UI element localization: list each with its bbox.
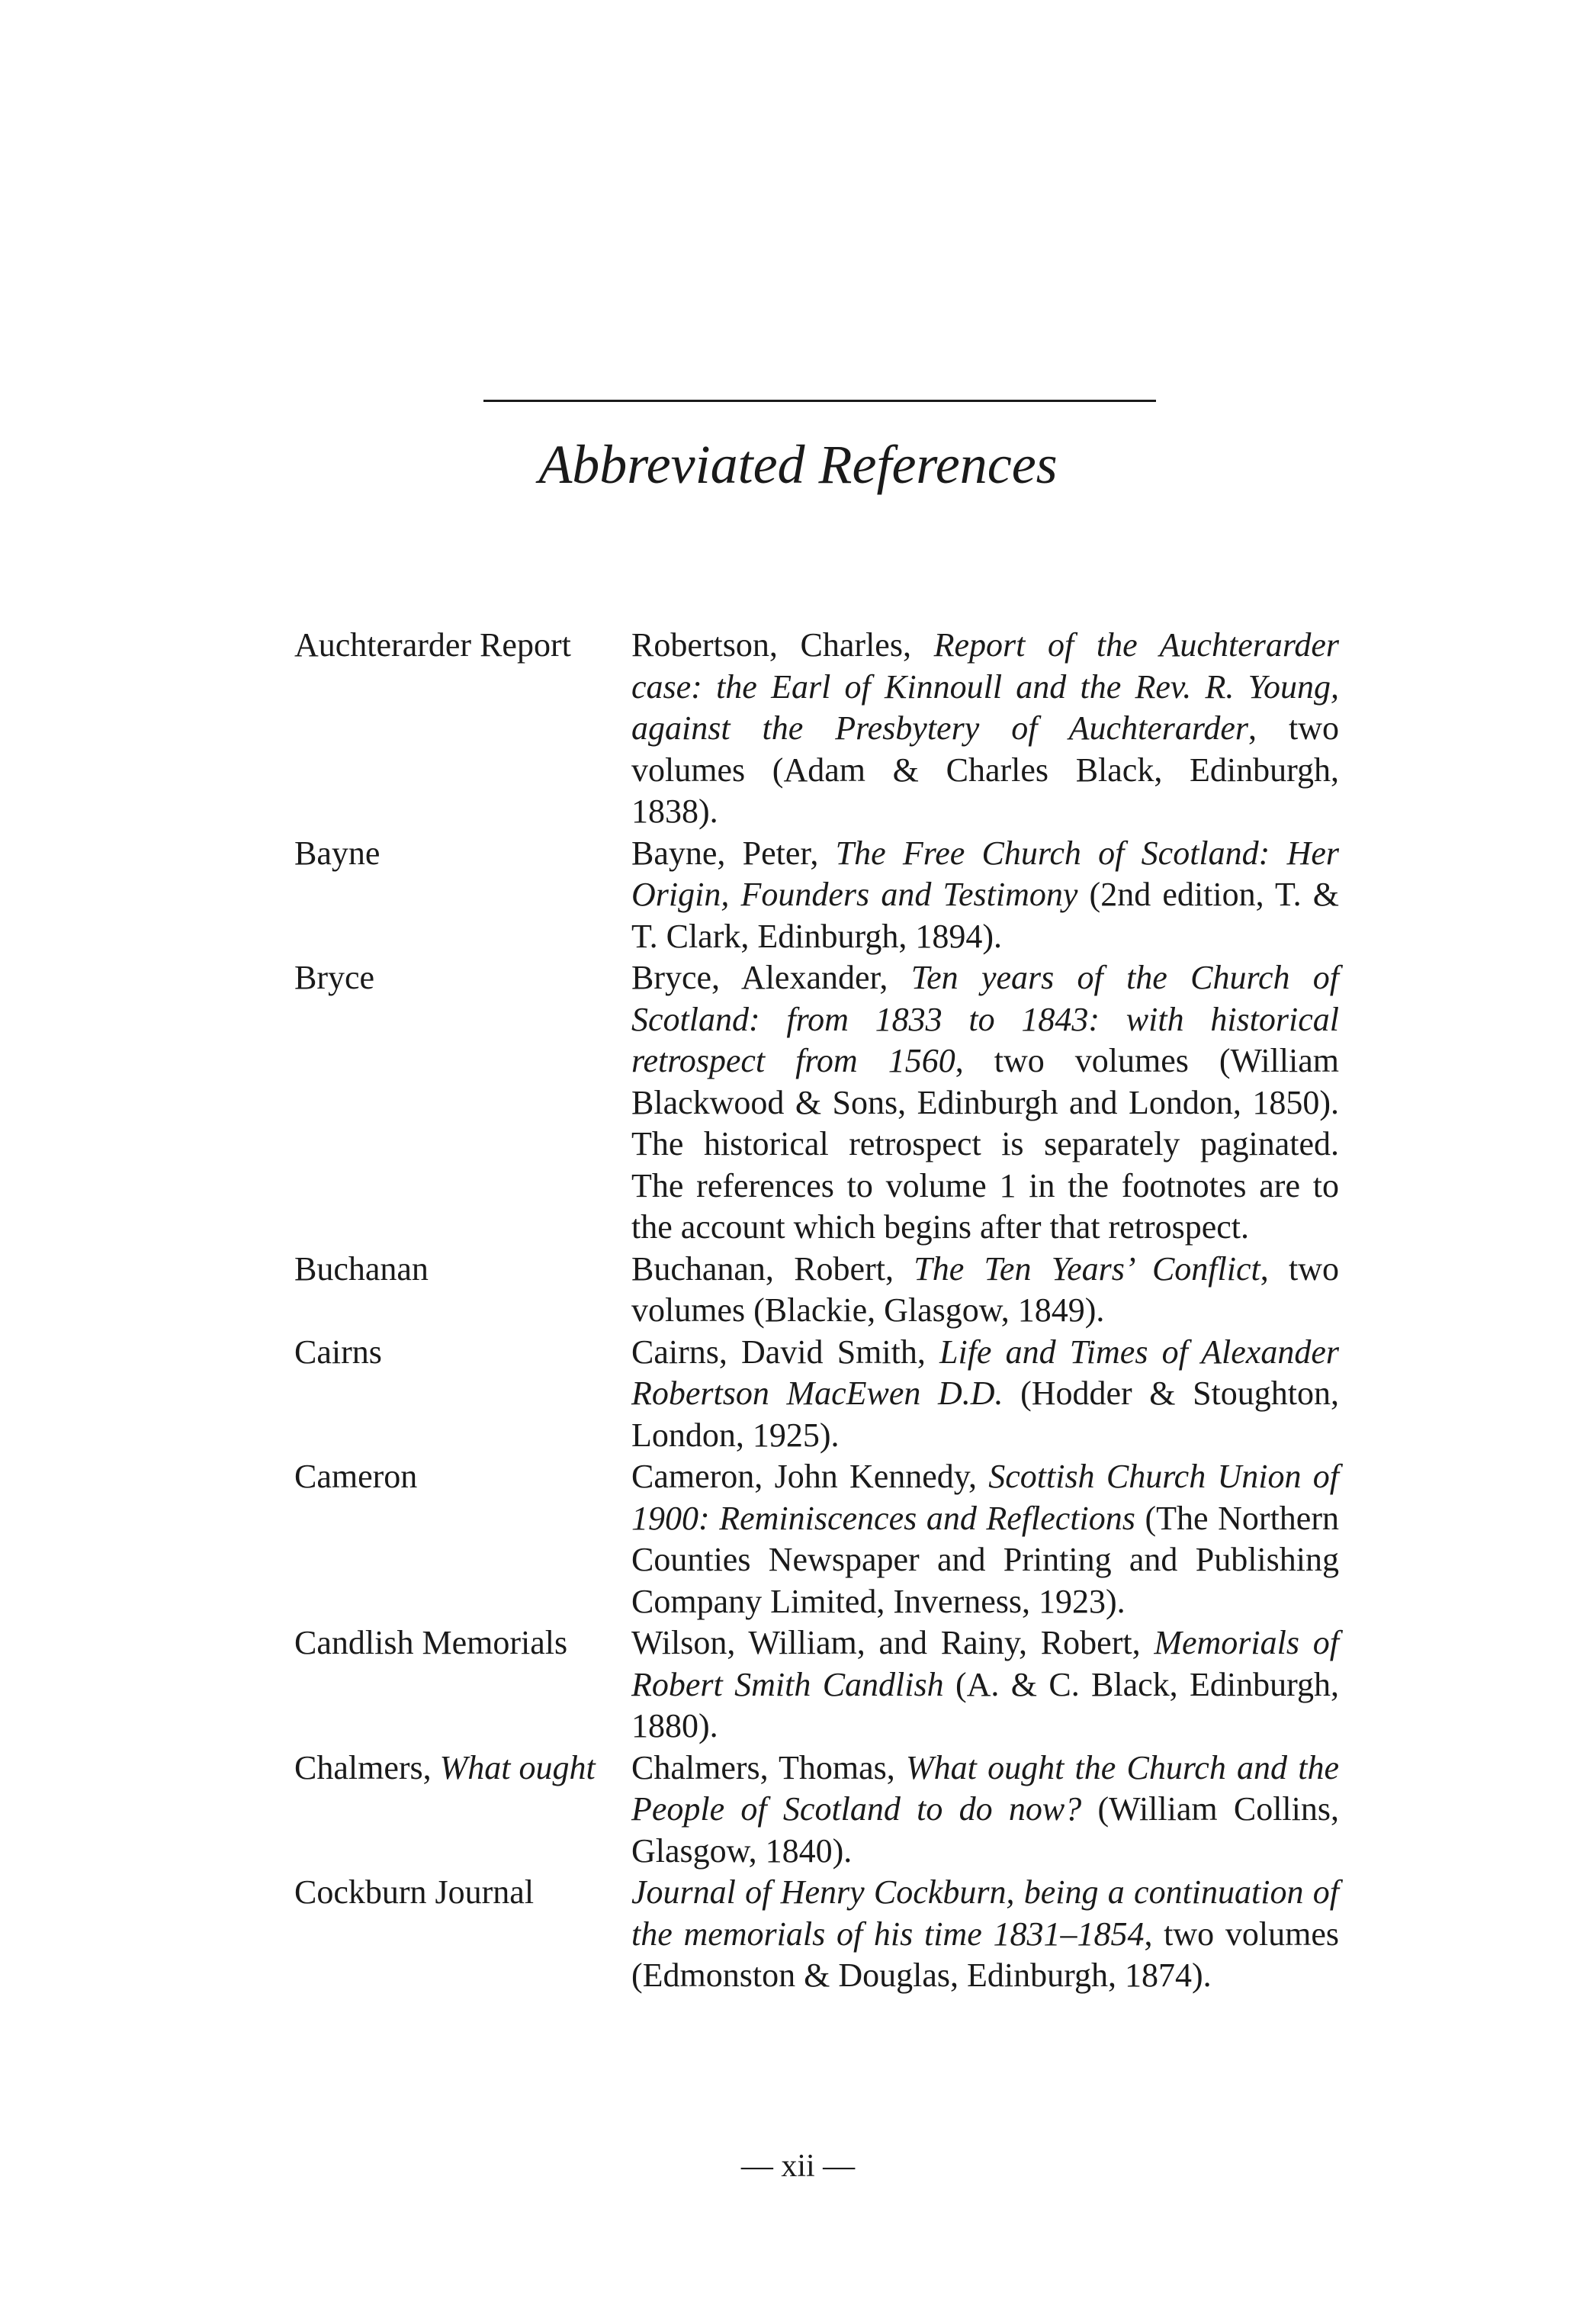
citation-text: Cairns, David Smith, bbox=[631, 1333, 939, 1371]
citation-title: What ought the Church and the People of Scotland to do now? bbox=[631, 1748, 1339, 1828]
citation-text: Chalmers, Thomas, bbox=[631, 1748, 906, 1786]
citation-title: The Ten Years’ Conflict bbox=[914, 1249, 1260, 1288]
citation-text: , two volumes (Edmonston & Douglas, Edinburgh, 1874). bbox=[631, 1915, 1339, 1994]
citation-title: Journal of Henry Cockburn, being a continuation of the memorials of his time 1831–1854 bbox=[631, 1873, 1339, 1953]
abbreviation-text: Cockburn Journal bbox=[294, 1873, 535, 1911]
reference-abbreviation bbox=[294, 1332, 631, 1374]
reference-entry bbox=[294, 1622, 1339, 1748]
reference-abbreviation bbox=[294, 957, 631, 999]
page-number: — xii — bbox=[740, 2149, 856, 2184]
citation-title: Report of the Auchterarder case: the Earl of Kinnoull and the Rev. R. Young, against the Presbytery of Auchterarder bbox=[631, 626, 1339, 747]
citation-text: , two volumes (William Blackwood & Sons, Edinburgh and London, 1850). The historical retrospect is separately paginated. The references to volume 1 in the footnotes are to the account which begins after that retrospect. bbox=[631, 1042, 1339, 1246]
reference-citation bbox=[631, 1748, 1339, 1873]
abbreviation-text: Buchanan bbox=[294, 1249, 429, 1288]
abbreviation-text: Cameron bbox=[294, 1458, 418, 1495]
citation-text: (William Collins, Glasgow, 1840). bbox=[631, 1790, 1340, 1870]
citation-text: (2nd edition, T. & T. Clark, Edinburgh, 1894). bbox=[631, 876, 1339, 955]
abbreviation-text: Cairns bbox=[294, 1333, 382, 1371]
abbreviation-italic-text: What ought bbox=[439, 1748, 596, 1786]
abbreviation-text: Bayne bbox=[294, 834, 381, 872]
reference-entry bbox=[294, 1249, 1339, 1332]
citation-text: (A. & C. Black, Edinburgh, 1880). bbox=[631, 1665, 1340, 1744]
citation-text: , two volumes (Blackie, Glasgow, 1849). bbox=[631, 1249, 1339, 1329]
reference-citation bbox=[631, 1249, 1339, 1332]
reference-citation bbox=[631, 1332, 1339, 1457]
reference-list bbox=[294, 625, 1339, 1997]
citation-title: Life and Times of Alexander Robertson MacEwen D.D. bbox=[631, 1333, 1339, 1412]
citation-text: Bayne, Peter, bbox=[631, 834, 836, 872]
citation-text: (Hodder & Stoughton, London, 1925). bbox=[631, 1375, 1339, 1454]
reference-entry bbox=[294, 625, 1339, 833]
reference-abbreviation bbox=[294, 1748, 631, 1789]
citation-text: (The Northern Counties Newspaper and Printing and Publishing Company Limited, Inverness, 1923). bbox=[631, 1499, 1339, 1620]
reference-citation bbox=[631, 1456, 1339, 1622]
citation-title: Ten years of the Church of Scotland: from 1833 to 1843: with historical retrospect from 1560 bbox=[631, 959, 1340, 1079]
reference-citation bbox=[631, 1872, 1339, 1997]
abbreviation-text: Chalmers, bbox=[294, 1748, 440, 1786]
reference-citation bbox=[631, 625, 1339, 833]
reference-entry bbox=[294, 1872, 1339, 1997]
reference-citation bbox=[631, 957, 1339, 1249]
reference-citation bbox=[631, 1622, 1339, 1748]
citation-text: , two volumes (Adam & Charles Black, Edinburgh, 1838). bbox=[631, 709, 1340, 830]
reference-entry bbox=[294, 957, 1339, 1249]
citation-text: Cameron, John Kennedy, bbox=[631, 1458, 989, 1495]
reference-abbreviation bbox=[294, 833, 631, 875]
citation-title: Scottish Church Union of 1900: Reminiscences and Reflections bbox=[631, 1458, 1339, 1537]
abbreviation-text: Auchterarder Report bbox=[294, 626, 571, 664]
citation-title: Memorials of Robert Smith Candlish bbox=[631, 1624, 1339, 1703]
reference-entry bbox=[294, 833, 1339, 958]
abbreviation-text: Bryce bbox=[294, 959, 375, 996]
reference-entry bbox=[294, 1456, 1339, 1622]
title-rule bbox=[483, 400, 1156, 402]
citation-text: Robertson, Charles, bbox=[631, 626, 934, 664]
abbreviation-text: Candlish Memorials bbox=[294, 1624, 568, 1661]
reference-citation bbox=[631, 833, 1339, 958]
citation-title: The Free Church of Scotland: Her Origin, Founders and Testimony bbox=[631, 834, 1339, 913]
citation-text: Buchanan, Robert, bbox=[631, 1249, 914, 1288]
reference-entry bbox=[294, 1748, 1339, 1873]
reference-abbreviation bbox=[294, 1456, 631, 1498]
reference-abbreviation bbox=[294, 625, 631, 667]
citation-text: Bryce, Alexander, bbox=[631, 959, 911, 996]
citation-text: Wilson, William, and Rainy, Robert, bbox=[631, 1624, 1154, 1661]
reference-abbreviation bbox=[294, 1622, 631, 1664]
reference-entry bbox=[294, 1332, 1339, 1457]
reference-abbreviation bbox=[294, 1249, 631, 1291]
page-title: Abbreviated References bbox=[538, 434, 1058, 495]
reference-abbreviation bbox=[294, 1872, 631, 1914]
